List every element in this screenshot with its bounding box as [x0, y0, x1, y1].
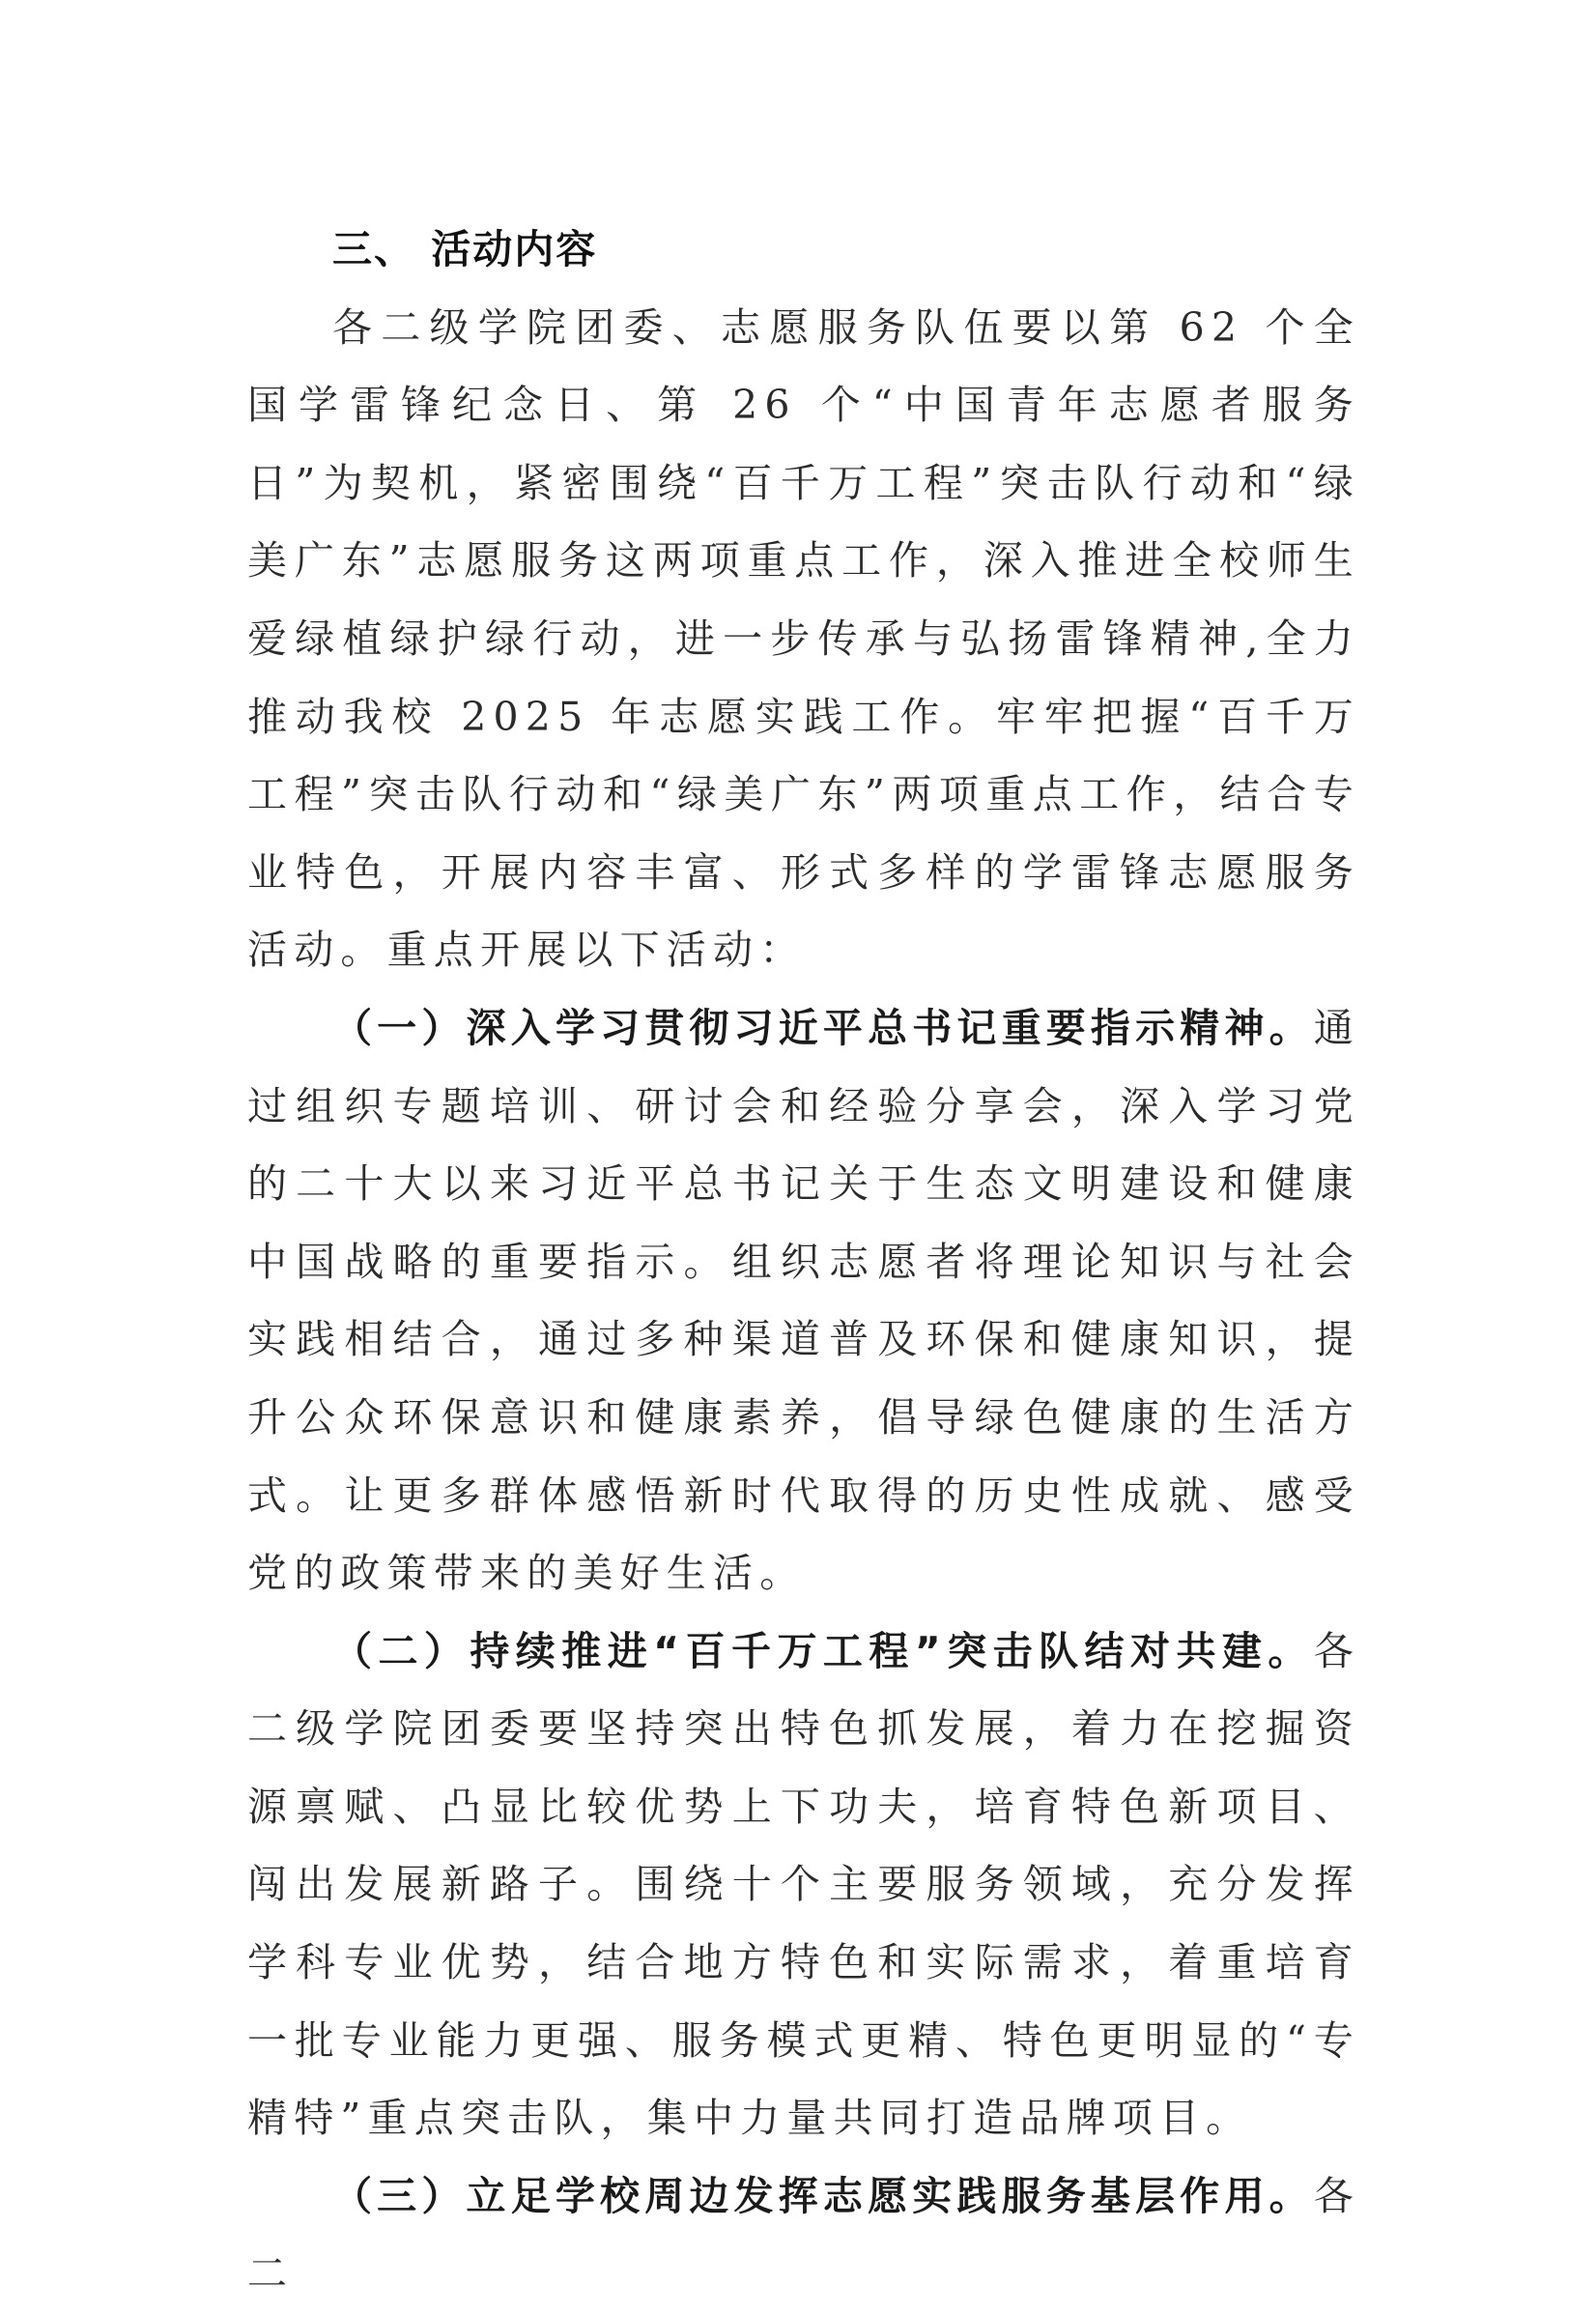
item-paragraph-3	[247, 2157, 1360, 2313]
intro-paragraph: 各二级学院团委、志愿服务队伍要以第 62 个全国学雷锋纪念日、第 26 个“中国青年志愿者服务日”为契机，紧密围绕“百千万工程”突击队行动和“绿美广东”志愿服务这两项重点工作，深入推进全校师生爱绿植绿护绿行动，进一步传承与弘扬雷锋精神,全力推动我校 2025 年志愿实践工作。牢牢把握“百千万工程”突击队行动和“绿美广东”两项重点工作，结合专业特色，开展内容丰富、形式多样的学雷锋志愿服务活动。重点开展以下活动：	[247, 303, 1360, 974]
item-paragraph-2	[247, 1613, 1360, 2157]
item-paragraph-1	[247, 989, 1360, 1613]
item-3-body: 各二	[247, 2172, 1360, 2298]
section-heading: 三、 活动内容	[332, 226, 598, 272]
item-1-body: 通过组织专题培训、研讨会和经验分享会，深入学习党的二十大以来习近平总书记关于生态文明建设和健康中国战略的重要指示。组织志愿者将理论知识与社会实践相结合，通过多种渠道普及环保和健康知识，提升公众环保意识和健康素养，倡导绿色健康的生活方式。让更多群体感悟新时代取得的历史性成就、感受党的政策带来的美好生活。	[247, 1004, 1360, 1597]
item-3-heading: （三）立足学校周边发挥志愿实践服务基层作用。	[332, 2172, 1314, 2219]
document-body	[247, 211, 1360, 2313]
item-1-heading: （一）深入学习贯彻习近平总书记重要指示精神。	[332, 1004, 1314, 1051]
item-2-heading: （二）持续推进“百千万工程”突击队结对共建。	[332, 1627, 1314, 1674]
item-2-body: 各二级学院团委要坚持突出特色抓发展，着力在挖掘资源禀赋、凸显比较优势上下功夫，培育特色新项目、闯出发展新路子。围绕十个主要服务领域，充分发挥学科专业优势，结合地方特色和实际需求，着重培育一批专业能力更强、服务模式更精、特色更明显的“专精特”重点突击队，集中力量共同打造品牌项目。	[247, 1627, 1360, 2142]
